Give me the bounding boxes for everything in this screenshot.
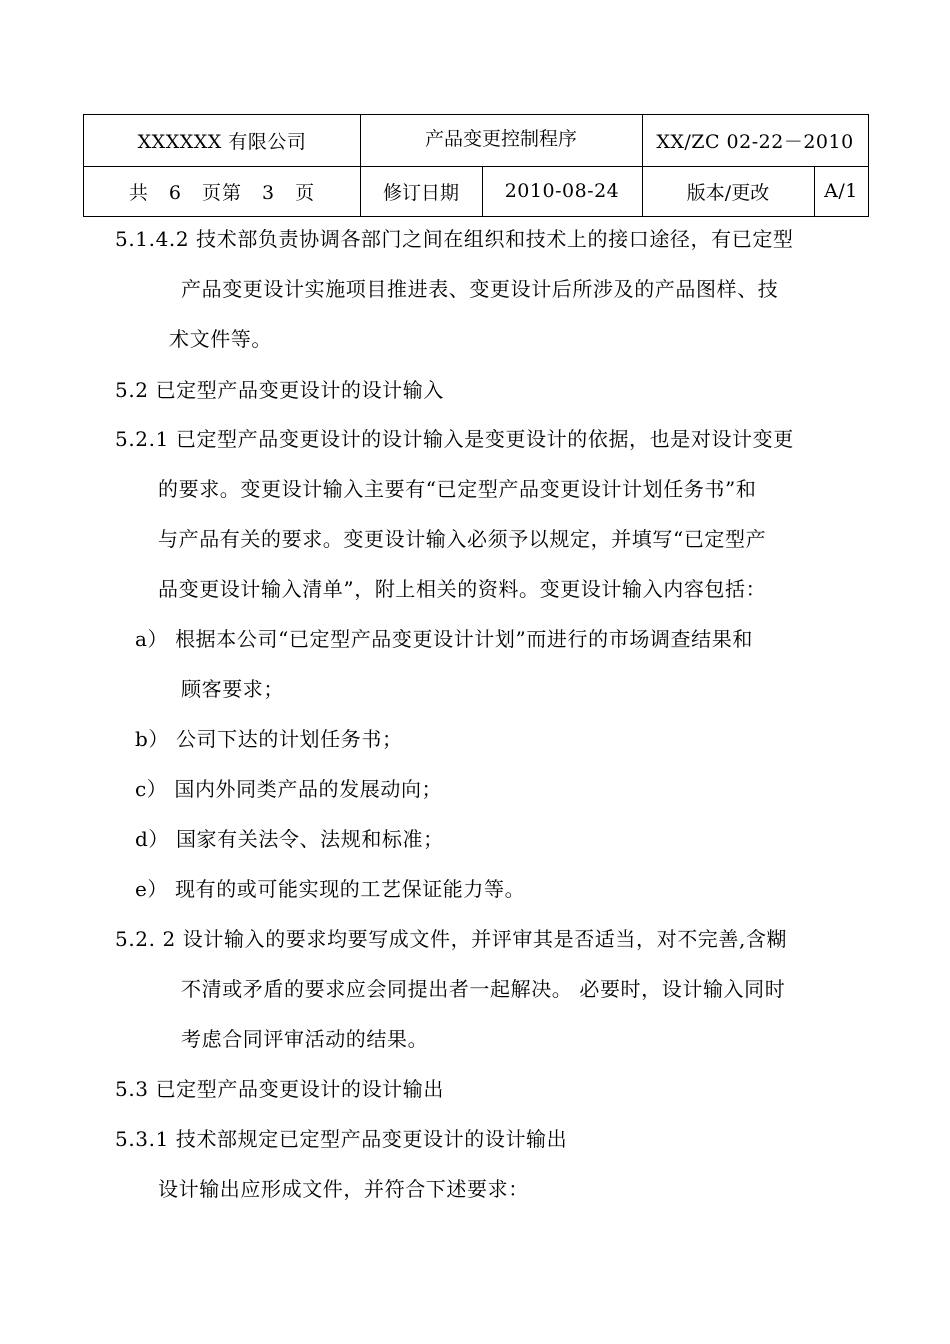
text-line: 顾客要求； (181, 677, 284, 701)
list-item: e） 现有的或可能实现的工艺保证能力等。 (135, 877, 526, 901)
list-item: d） 国家有关法令、法规和标准； (135, 827, 444, 851)
text-line: 的要求。变更设计输入主要有“已定型产品变更设计计划任务书”和 (158, 477, 757, 501)
text-line: 5.2.1 已定型产品变更设计的设计输入是变更设计的依据，也是对设计变更 (115, 427, 794, 451)
text-line: 术文件等。 (169, 327, 272, 351)
text-line: 与产品有关的要求。变更设计输入必须予以规定，并填写“已定型产 (158, 527, 767, 551)
text-line: 5.1.4.2 技术部负责协调各部门之间在组织和技术上的接口途径，有已定型 (115, 227, 794, 251)
text-line: 考虑合同评审活动的结果。 (181, 1027, 429, 1051)
page-count: 共 6 页第 3 页 (128, 181, 316, 204)
text-line: 5.3.1 技术部规定已定型产品变更设计的设计输出 (115, 1127, 568, 1151)
version-label: 版本/更改 (686, 181, 770, 204)
text-line: 产品变更设计实施项目推进表、变更设计后所涉及的产品图样、技 (181, 277, 779, 301)
list-item: a） 根据本公司“已定型产品变更设计计划”而进行的市场调查结果和 (135, 627, 753, 651)
revision-date: 2010-08-24 (504, 180, 620, 202)
text-line: 设计输出应形成文件，并符合下述要求： (158, 1177, 529, 1201)
text-line: 5.2. 2 设计输入的要求均要写成文件，并评审其是否适当，对不完善,含糊 (115, 927, 788, 951)
revision-date-label: 修订日期 (382, 181, 459, 204)
document-header-table (83, 114, 869, 217)
list-item: b） 公司下达的计划任务书； (135, 727, 403, 751)
text-line: 品变更设计输入清单”，附上相关的资料。变更设计输入内容包括： (158, 577, 767, 601)
version-value: A/1 (824, 180, 858, 202)
document-title: 产品变更控制程序 (424, 127, 577, 150)
section-heading: 5.3 已定型产品变更设计的设计输出 (115, 1077, 444, 1101)
document-code: XX/ZC 02-22－2010 (656, 131, 854, 153)
list-item: c） 国内外同类产品的发展动向； (135, 777, 443, 801)
company-name: XXXXXX 有限公司 (137, 131, 307, 153)
section-heading: 5.2 已定型产品变更设计的设计输入 (115, 378, 444, 402)
text-line: 不清或矛盾的要求应会同提出者一起解决。 必要时，设计输入同时 (181, 977, 786, 1001)
